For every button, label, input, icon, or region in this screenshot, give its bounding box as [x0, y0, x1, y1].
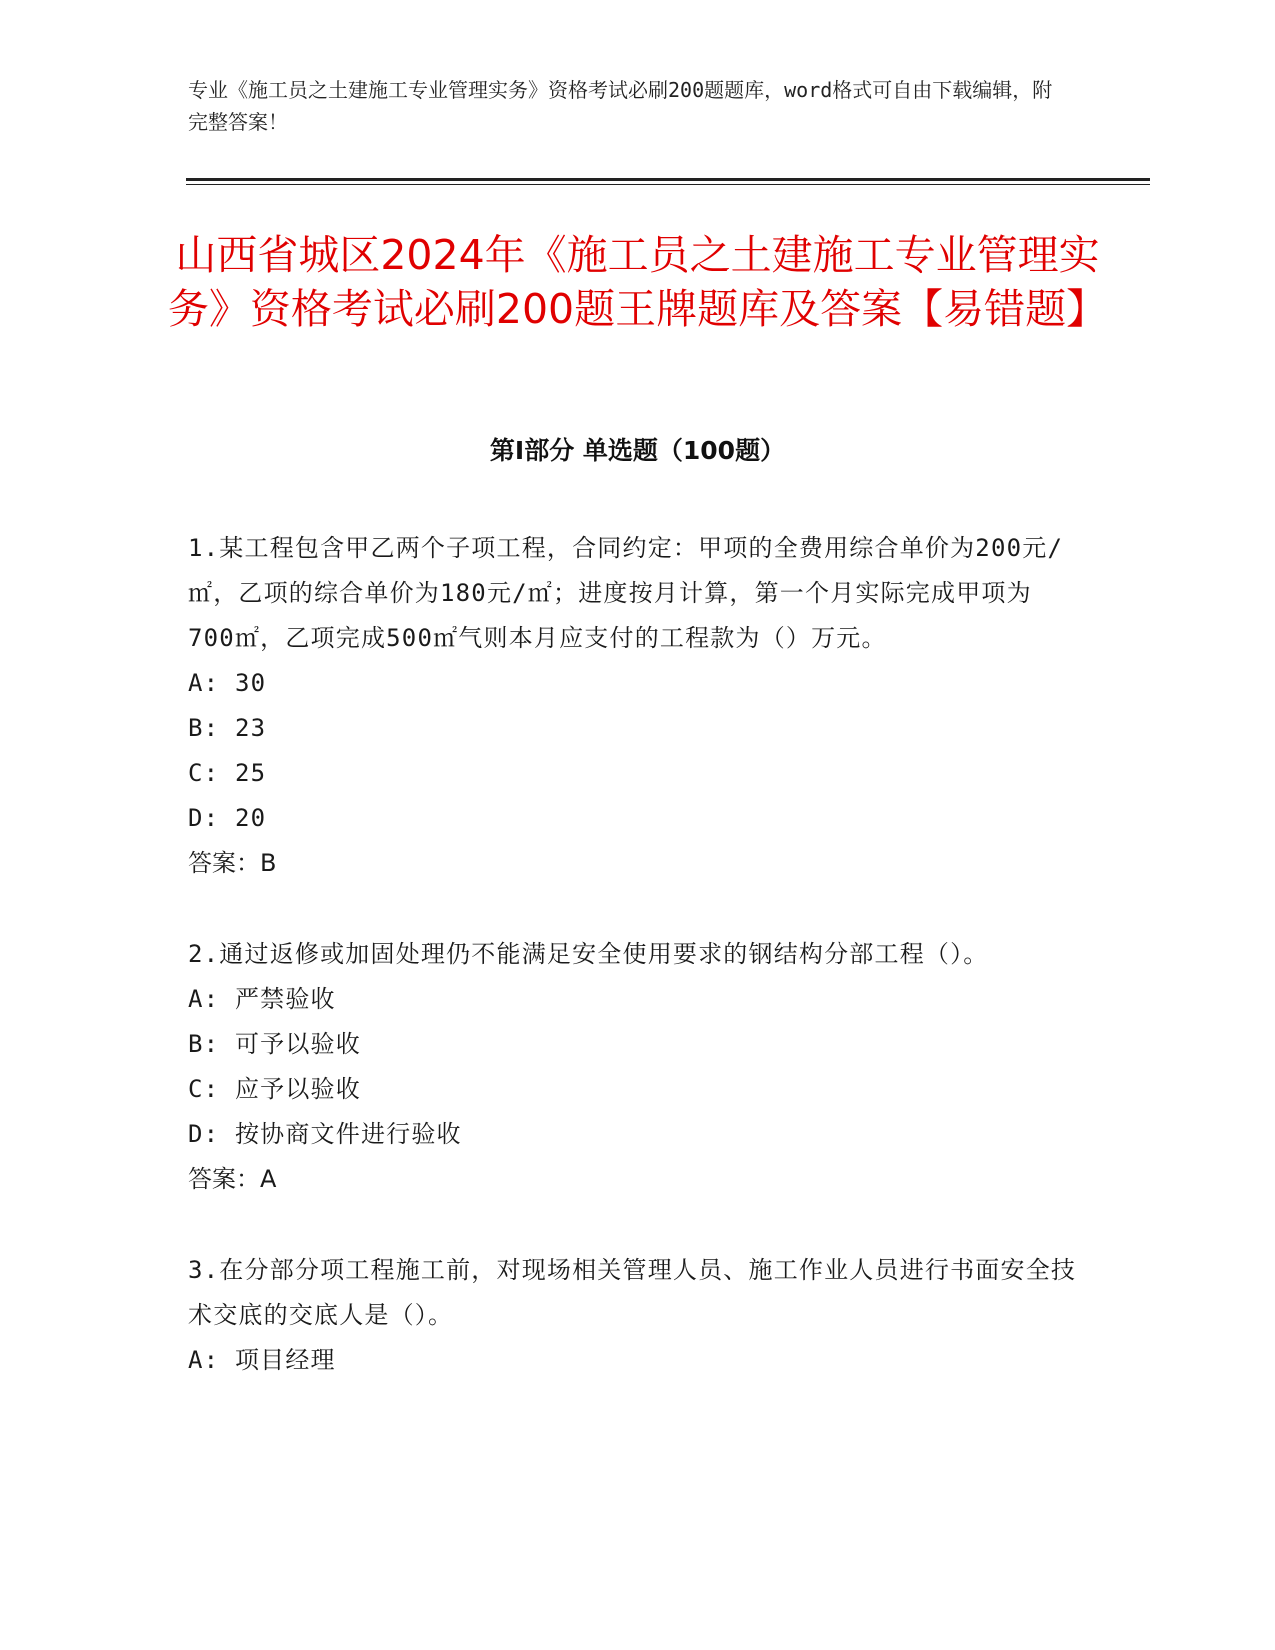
- option-d: D: 20: [188, 804, 267, 832]
- section-title: 第I部分 单选题（100题）: [489, 436, 786, 465]
- option-c: C: 应予以验收: [188, 1075, 361, 1103]
- question-1: [188, 526, 1078, 886]
- header-divider-thin: [186, 184, 1150, 185]
- header-note: 专业《施工员之土建施工专业管理实务》资格考试必刷200题题库，word格式可自由下载编辑，附完整答案！: [188, 78, 1053, 134]
- question-2: [188, 932, 1078, 1202]
- answer: 答案：A: [188, 1165, 277, 1193]
- question-stem: 2.通过返修或加固处理仍不能满足安全使用要求的钢结构分部工程（）。: [188, 940, 989, 968]
- question-3: [188, 1248, 1078, 1383]
- option-a: A: 项目经理: [188, 1346, 336, 1374]
- option-d: D: 按协商文件进行验收: [188, 1120, 462, 1148]
- document-title: 山西省城区2024年《施工员之土建施工专业管理实务》资格考试必刷200题王牌题库及答案【易错题】: [167, 231, 1108, 333]
- question-list: [188, 526, 1078, 1429]
- header-divider-thick: [186, 178, 1150, 181]
- option-c: C: 25: [188, 759, 267, 787]
- option-a: A: 严禁验收: [188, 985, 336, 1013]
- option-b: B: 23: [188, 714, 267, 742]
- option-a: A: 30: [188, 669, 267, 697]
- option-b: B: 可予以验收: [188, 1030, 361, 1058]
- question-stem: 1.某工程包含甲乙两个子项工程，合同约定：甲项的全费用综合单价为200元/㎡，乙项的综合单价为180元/㎡；进度按月计算，第一个月实际完成甲项为700㎡，乙项完成500㎡气则本月应支付的工程款为（）万元。: [188, 534, 1064, 652]
- question-stem: 3.在分部分项工程施工前，对现场相关管理人员、施工作业人员进行书面安全技术交底的交底人是（）。: [188, 1256, 1077, 1329]
- answer: 答案：B: [188, 849, 277, 877]
